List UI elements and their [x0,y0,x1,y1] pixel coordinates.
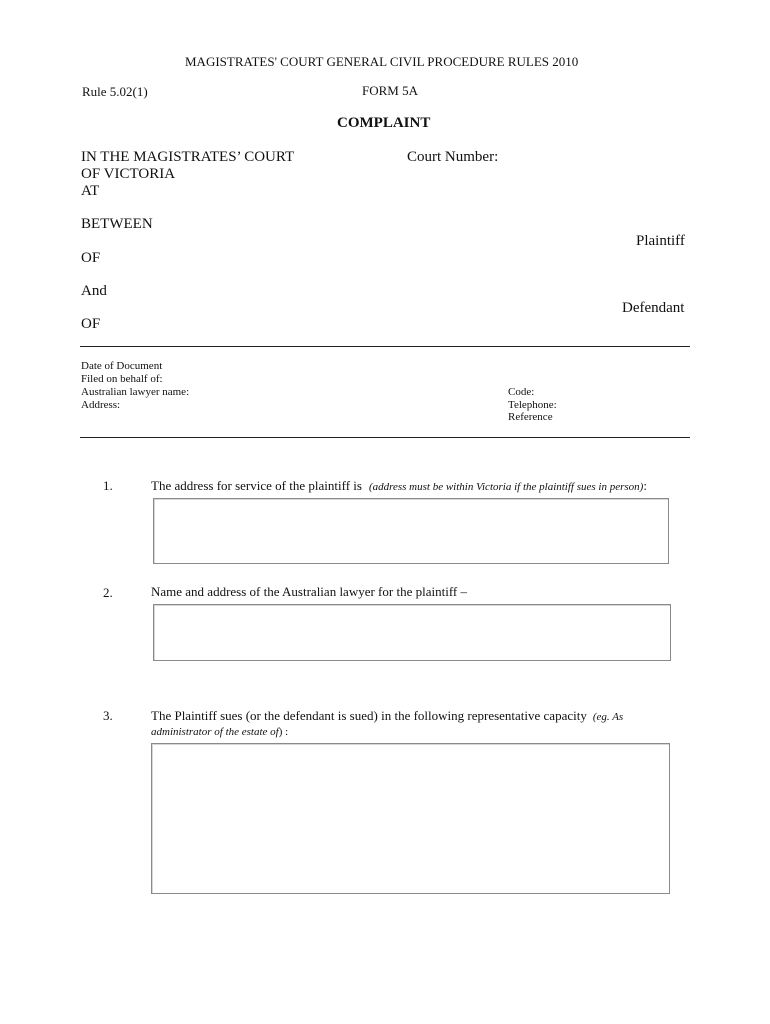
plaintiff-service-address-field[interactable] [153,498,669,564]
page-title: COMPLAINT [337,115,431,131]
code-label: Code: [508,386,535,398]
court-name-line1: IN THE MAGISTRATES’ COURT [81,149,295,165]
defendant-label: Defendant [622,300,685,316]
date-of-document-label: Date of Document [81,360,163,372]
filed-on-behalf-label: Filed on behalf of: [81,373,163,385]
divider-top [80,346,690,347]
telephone-label: Telephone: [508,399,557,411]
plaintiff-lawyer-field[interactable] [153,604,671,661]
between-label: BETWEEN [81,216,153,232]
lawyer-name-label: Australian lawyer name: [81,386,190,398]
rule-reference: Rule 5.02(1) [82,84,148,99]
representative-capacity-field[interactable] [151,743,670,894]
court-name-at: AT [81,183,100,199]
item-2-text: Name and address of the Australian lawyer for the plaintiff – [151,584,467,599]
item-3-number: 3. [103,708,113,723]
and-label: And [81,283,107,299]
item-1-suffix: : [643,478,647,493]
court-name-line2: OF VICTORIA [81,166,176,182]
item-3-note-part1: (eg. As [592,711,624,723]
item-1-note: (address must be within Victoria if the plaintiff sues in person) [368,481,644,493]
item-1-number: 1. [103,478,113,493]
item-2-number: 2. [103,585,113,600]
court-number-label: Court Number: [407,149,499,165]
reference-label: Reference [508,411,553,423]
item-3-text: The Plaintiff sues (or the defendant is sued) in the following representative capacity [151,708,587,723]
defendant-of-label: OF [81,316,101,332]
item-1-text: The address for service of the plaintiff is [151,478,362,493]
divider-bottom [80,437,690,438]
item-1-question [151,477,647,495]
address-label: Address: [81,399,121,411]
plaintiff-of-label: OF [81,250,101,266]
form-number: FORM 5A [362,83,418,98]
rules-title: MAGISTRATES' COURT GENERAL CIVIL PROCEDURE RULES 2010 [185,54,579,69]
item-3-question-cont [151,722,288,740]
item-3-note-part2: administrator of the estate of [151,726,279,738]
item-3-suffix: ) : [278,726,289,738]
plaintiff-label: Plaintiff [636,233,685,249]
